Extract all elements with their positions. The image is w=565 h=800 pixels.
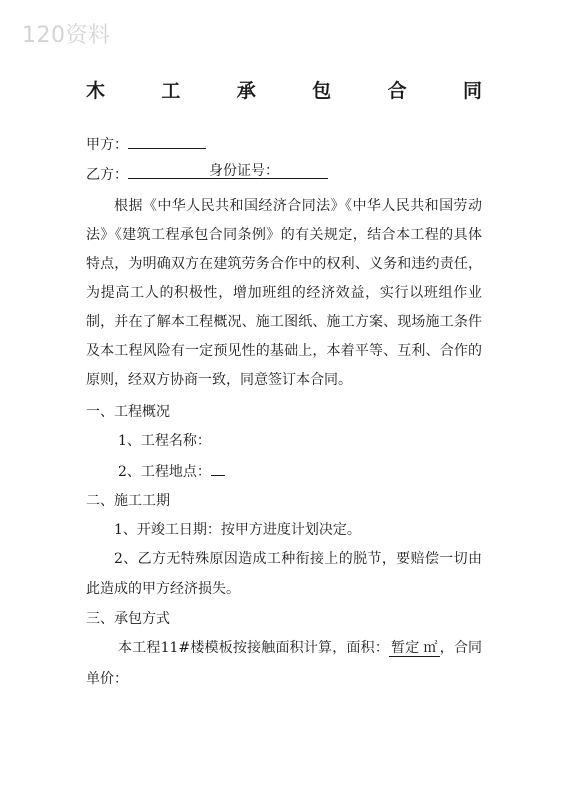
section-heading: 一、工程概况 [86,404,170,420]
title-char: 合 [387,80,407,102]
intro-paragraph: 根据《中华人民共和国经济合同法》《中华人民共和国劳动法》《建筑工程承包合同条例》的有关规定，结合本工程的具体特点，为明确双方在建筑劳务合作中的权利、义务和违约责任，为提高工人的积极性，增加班组的经济效益，实行以班组作业制，并在了解本工程概况、施工图纸、施工方案、现场施工条件及本工程风险有一定预见性的基础上，本着平等、互利、合作的原则，经双方协商一致，同意签订本合同。 [86,198,482,388]
party-b-blank [128,164,328,179]
project-name-line: 1、工程名称： [118,433,211,449]
schedule-item-2: 2、乙方无特殊原因造成工种衔接上的脱节，要赔偿一切由此造成的甲方经济损失。 [86,551,482,597]
title-char: 承 [236,80,256,102]
section-heading: 三、承包方式 [86,611,170,627]
area-value: 暂定 [391,640,420,656]
watermark: 120资料 [22,23,111,48]
contract-method-text: 本工程11#楼模板按接触面积计算，面积： [118,640,390,656]
contract-title [86,76,482,103]
title-char: 木 [86,80,106,102]
party-a-label: 甲方： [86,137,128,153]
contract-method-paragraph [86,633,482,695]
title-char: 工 [161,80,181,102]
party-b-label: 乙方： [86,167,128,183]
title-char: 同 [462,80,482,102]
unit-price-label: ，合同单价： [86,640,483,687]
project-location-blank [211,461,225,476]
party-a-blank [128,134,206,149]
schedule-item-1: 1、开竣工日期：按甲方进度计划决定。 [114,522,361,538]
project-location-line [118,461,225,482]
party-a-line [86,134,206,155]
id-number-label: 身份证号： [209,163,279,179]
section-heading: 二、施工工期 [86,493,170,509]
title-char: 包 [312,80,332,102]
party-b-line [86,164,328,185]
project-location-label: 2、工程地点： [118,464,211,480]
area-unit: ㎡ [423,640,438,656]
